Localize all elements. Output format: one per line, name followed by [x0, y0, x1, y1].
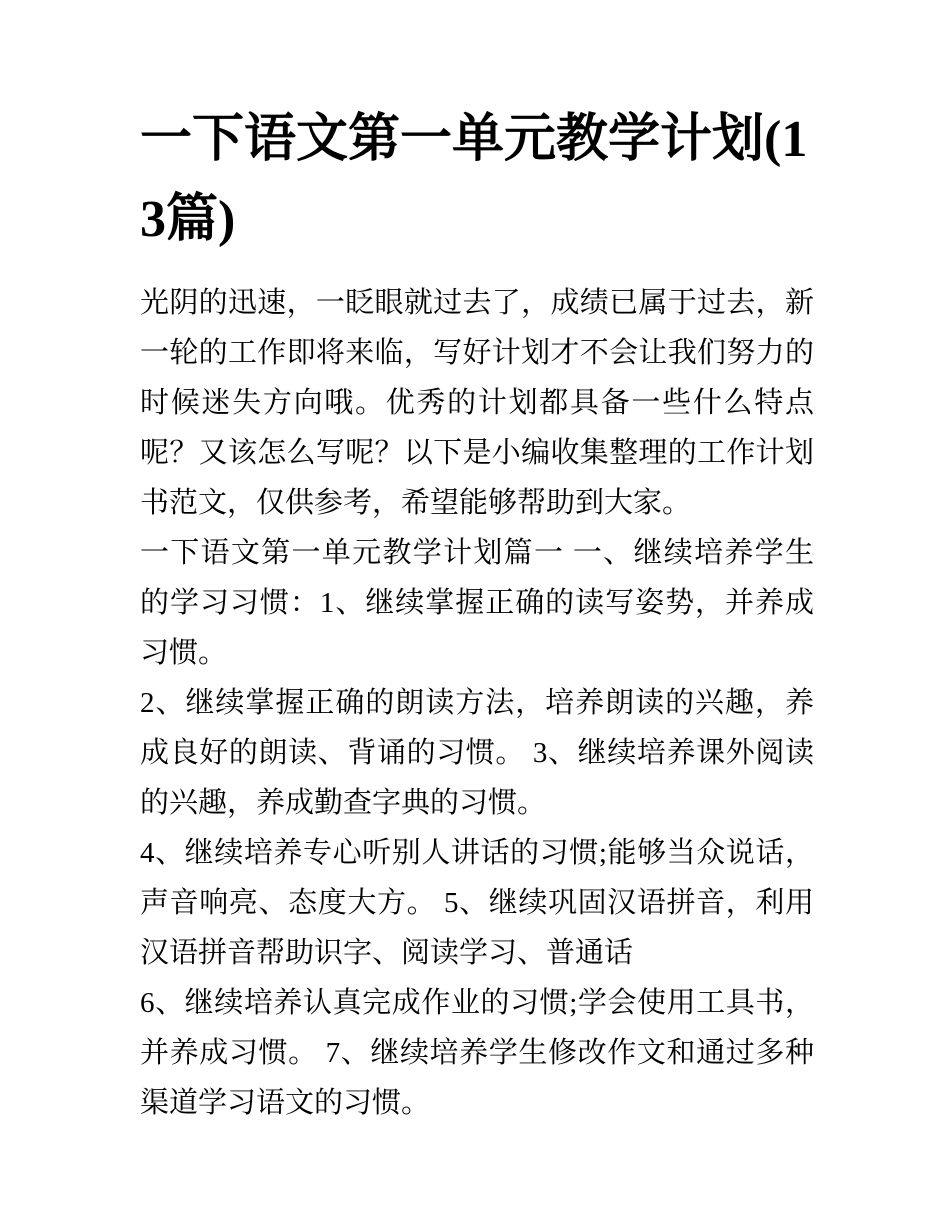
paragraph-items-2-3: 2、继续掌握正确的朗读方法，培养朗读的兴趣，养成良好的朗读、背诵的习惯。 3、继续培养课外阅读的兴趣，养成勤查字典的习惯。	[140, 687, 814, 819]
paragraph-intro: 光阴的迅速，一眨眼就过去了，成绩已属于过去，新一轮的工作即将来临，写好计划才不会让我们努力的时候迷失方向哦。优秀的计划都具备一些什么特点呢？又该怎么写呢？以下是小编收集整理的工作计划书范文，仅供参考，希望能够帮助到大家。	[140, 287, 814, 519]
document-content	[140, 100, 814, 1128]
paragraph-items-6-7: 6、继续培养认真完成作业的习惯;学会使用工具书，并养成习惯。 7、继续培养学生修改作文和通过多种渠道学习语文的习惯。	[140, 987, 814, 1119]
paragraph-items-4-5: 4、继续培养专心听别人讲话的习惯;能够当众说话，声音响亮、态度大方。 5、继续巩固汉语拼音，利用汉语拼音帮助识字、阅读学习、普通话	[140, 837, 814, 969]
page-title: 一下语文第一单元教学计划(13篇)	[140, 111, 808, 248]
paragraph-section-1: 一下语文第一单元教学计划篇一 一、继续培养学生的学习习惯：1、继续掌握正确的读写姿势，并养成习惯。	[140, 537, 814, 669]
